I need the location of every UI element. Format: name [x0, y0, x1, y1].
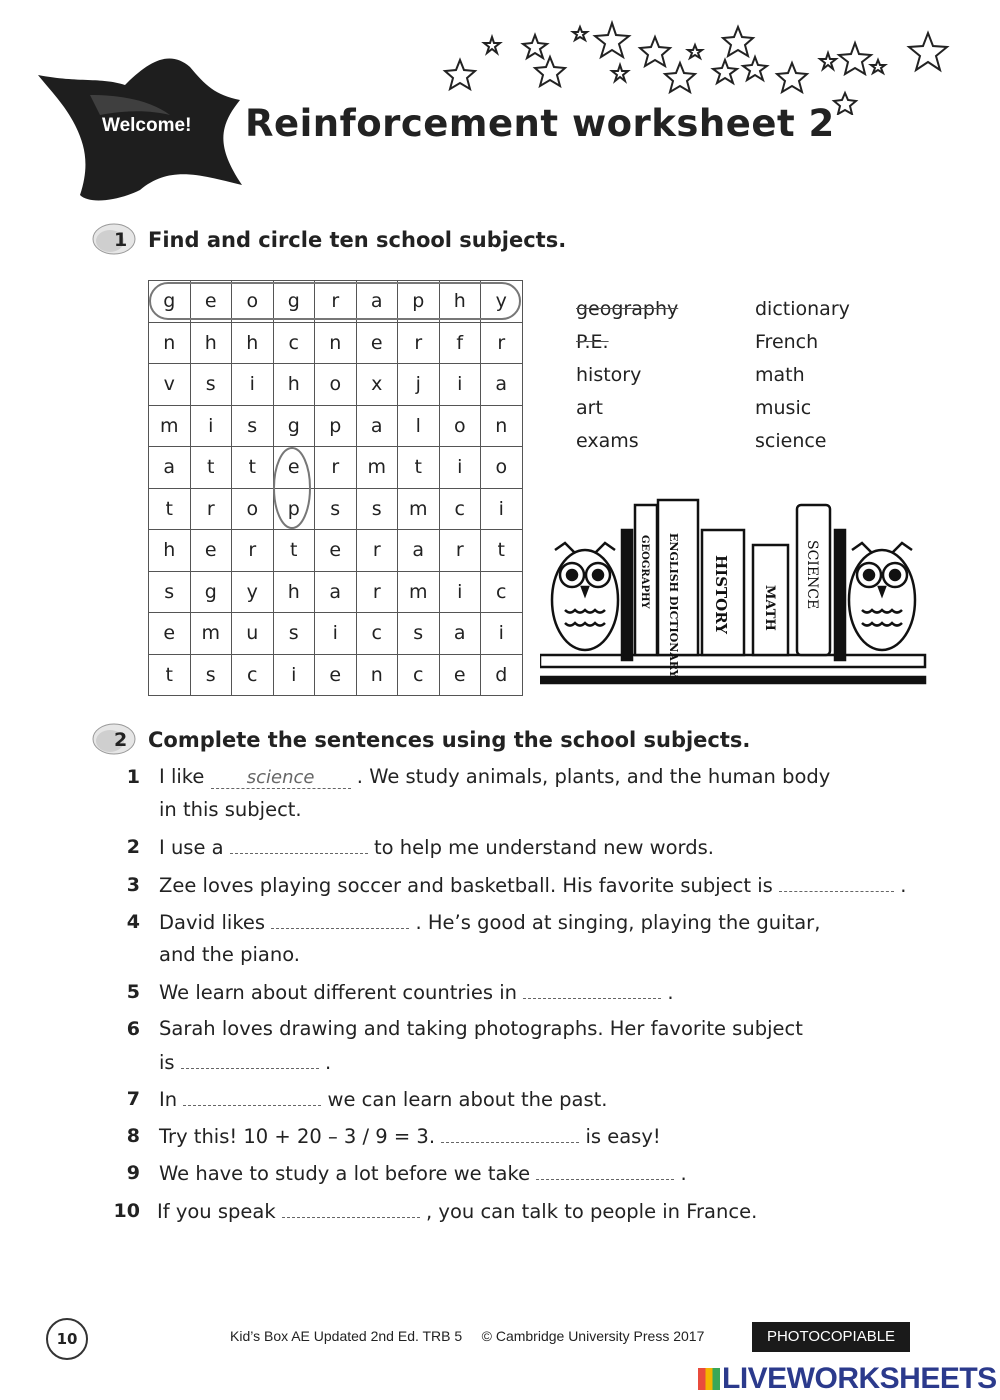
- book-label-history: HISTORY: [712, 555, 730, 634]
- sentence-8: [159, 1124, 661, 1148]
- grid-cell[interactable]: s: [232, 405, 274, 447]
- grid-cell[interactable]: n: [356, 654, 398, 696]
- grid-cell[interactable]: h: [273, 364, 315, 406]
- sentence-9-part-b: .: [680, 1162, 687, 1185]
- grid-cell[interactable]: s: [190, 364, 232, 406]
- sentence-3-part-b: .: [900, 874, 907, 897]
- grid-cell[interactable]: i: [315, 613, 357, 655]
- sentence-2-part-b: to help me understand new words.: [374, 836, 714, 859]
- word-history: history: [576, 364, 642, 386]
- sentence-3-answer-field[interactable]: [779, 873, 894, 892]
- grid-cell[interactable]: m: [398, 488, 440, 530]
- grid-cell[interactable]: m: [356, 447, 398, 489]
- sentence-9-answer-field[interactable]: [536, 1161, 674, 1180]
- sentence-10-part-a: If you speak: [157, 1200, 276, 1223]
- grid-cell[interactable]: t: [232, 447, 274, 489]
- grid-cell[interactable]: s: [149, 571, 191, 613]
- sentence-3-part-a: Zee loves playing soccer and basketball. His favorite subject is: [159, 874, 773, 897]
- grid-cell[interactable]: e: [315, 530, 357, 572]
- owl-right-icon: [849, 543, 915, 650]
- word-science: science: [755, 430, 827, 452]
- word-art: art: [576, 397, 603, 419]
- grid-row: [149, 530, 523, 572]
- grid-cell[interactable]: g: [149, 281, 191, 323]
- grid-cell[interactable]: d: [481, 654, 523, 696]
- grid-cell[interactable]: t: [190, 447, 232, 489]
- page-title: Reinforcement worksheet 2: [245, 102, 835, 145]
- word-dictionary: dictionary: [755, 298, 850, 320]
- sentence-5-number: 5: [126, 981, 140, 1003]
- grid-cell[interactable]: c: [273, 322, 315, 364]
- sentence-7-part-b: we can learn about the past.: [327, 1088, 608, 1111]
- sentence-4-part-b: . He’s good at singing, playing the guitar,: [415, 911, 821, 934]
- book-label-math: MATH: [762, 585, 777, 631]
- sentence-2-part-a: I use a: [159, 836, 224, 859]
- grid-cell[interactable]: h: [273, 571, 315, 613]
- page-number: 10: [46, 1318, 88, 1360]
- sentence-8-number: 8: [126, 1125, 140, 1147]
- grid-cell[interactable]: t: [398, 447, 440, 489]
- sentence-5: [159, 980, 674, 1004]
- grid-cell[interactable]: s: [190, 654, 232, 696]
- grid-cell[interactable]: o: [232, 488, 274, 530]
- word-geography: geography: [576, 298, 679, 320]
- sentence-1-part-b: . We study animals, plants, and the human body: [356, 765, 831, 788]
- grid-cell[interactable]: i: [439, 571, 481, 613]
- grid-cell[interactable]: t: [149, 654, 191, 696]
- grid-cell[interactable]: i: [439, 364, 481, 406]
- grid-cell[interactable]: i: [273, 654, 315, 696]
- grid-cell[interactable]: i: [439, 447, 481, 489]
- grid-cell[interactable]: r: [315, 447, 357, 489]
- grid-cell[interactable]: c: [398, 654, 440, 696]
- sentence-4-part-a: David likes: [159, 911, 266, 934]
- grid-cell[interactable]: s: [315, 488, 357, 530]
- sentence-5-part-a: We learn about different countries in: [159, 981, 517, 1004]
- sentence-6: [159, 1050, 331, 1074]
- grid-cell[interactable]: g: [190, 571, 232, 613]
- sentence-10-part-b: , you can talk to people in France.: [426, 1200, 758, 1223]
- grid-cell[interactable]: m: [190, 613, 232, 655]
- grid-cell[interactable]: m: [149, 405, 191, 447]
- grid-cell[interactable]: p: [398, 281, 440, 323]
- word-list-col1: [576, 298, 678, 463]
- bookshelf-owls-illustration: [540, 495, 930, 695]
- footer-credit: Kid’s Box AE Updated 2nd Ed. TRB 5 © Cambridge University Press 2017: [230, 1328, 705, 1344]
- grid-cell[interactable]: c: [439, 488, 481, 530]
- word-music: music: [755, 397, 812, 419]
- grid-cell[interactable]: t: [149, 488, 191, 530]
- grid-cell[interactable]: a: [481, 364, 523, 406]
- section-2-badge: [88, 722, 136, 756]
- sentence-1-answer-field[interactable]: science: [211, 767, 351, 789]
- grid-cell[interactable]: e: [190, 530, 232, 572]
- grid-row: [149, 447, 523, 489]
- grid-cell[interactable]: r: [481, 322, 523, 364]
- grid-cell[interactable]: j: [398, 364, 440, 406]
- grid-cell[interactable]: l: [398, 405, 440, 447]
- grid-cell[interactable]: c: [232, 654, 274, 696]
- grid-cell[interactable]: e: [439, 654, 481, 696]
- grid-cell[interactable]: r: [356, 571, 398, 613]
- section-1-badge: [88, 222, 136, 256]
- sentence-4-number: 4: [126, 911, 140, 933]
- grid-cell[interactable]: h: [190, 322, 232, 364]
- sentence-5-part-b: .: [667, 981, 674, 1004]
- grid-cell[interactable]: r: [232, 530, 274, 572]
- grid-cell[interactable]: r: [190, 488, 232, 530]
- sentence-6-answer-field[interactable]: [181, 1050, 319, 1069]
- grid-cell[interactable]: a: [356, 281, 398, 323]
- grid-cell[interactable]: a: [149, 447, 191, 489]
- book-label-science: SCIENCE: [804, 540, 820, 610]
- grid-cell[interactable]: t: [273, 530, 315, 572]
- sentence-7: [159, 1087, 608, 1111]
- sentence-4-part-c: and the piano.: [159, 943, 300, 966]
- sentence-1: [159, 765, 830, 789]
- grid-cell[interactable]: o: [481, 447, 523, 489]
- grid-cell[interactable]: n: [315, 322, 357, 364]
- grid-cell[interactable]: i: [232, 364, 274, 406]
- grid-cell[interactable]: p: [315, 405, 357, 447]
- sentence-8-part-b: is easy!: [585, 1125, 661, 1148]
- grid-cell[interactable]: f: [439, 322, 481, 364]
- photocopiable-badge: PHOTOCOPIABLE: [752, 1322, 910, 1352]
- liveworksheets-icon: [698, 1368, 720, 1390]
- sentence-10: [157, 1199, 757, 1223]
- stars-decoration: [440, 15, 960, 115]
- word-exams: exams: [576, 430, 639, 452]
- sentence-1-part-c: in this subject.: [159, 798, 302, 821]
- book-label-dictionary: ENGLISH DICTIONARY: [667, 533, 680, 678]
- sentence-6-number: 6: [126, 1018, 140, 1040]
- grid-cell[interactable]: m: [398, 571, 440, 613]
- grid-row: [149, 488, 523, 530]
- grid-cell[interactable]: o: [315, 364, 357, 406]
- grid-cell[interactable]: r: [398, 322, 440, 364]
- sentence-6-part-a: Sarah loves drawing and taking photographs. Her favorite subject: [159, 1017, 803, 1040]
- grid-cell[interactable]: e: [273, 447, 315, 489]
- sentence-3-number: 3: [126, 874, 140, 896]
- sentence-10-answer-field[interactable]: [282, 1199, 420, 1218]
- grid-cell[interactable]: g: [273, 281, 315, 323]
- grid-cell[interactable]: s: [398, 613, 440, 655]
- grid-cell[interactable]: a: [439, 613, 481, 655]
- section-2-number: 2: [114, 729, 128, 751]
- sentence-8-part-a: Try this! 10 + 20 – 3 / 9 = 3.: [159, 1125, 436, 1148]
- grid-cell[interactable]: r: [439, 530, 481, 572]
- grid-cell[interactable]: i: [190, 405, 232, 447]
- grid-cell[interactable]: a: [398, 530, 440, 572]
- grid-cell[interactable]: a: [315, 571, 357, 613]
- sentence-1-number: 1: [126, 766, 140, 788]
- grid-row: [149, 405, 523, 447]
- grid-cell[interactable]: x: [356, 364, 398, 406]
- grid-row: [149, 613, 523, 655]
- grid-row: [149, 322, 523, 364]
- sentence-4: [159, 910, 820, 934]
- grid-cell[interactable]: c: [356, 613, 398, 655]
- grid-cell[interactable]: e: [149, 613, 191, 655]
- word-french: French: [755, 331, 819, 353]
- grid-cell[interactable]: i: [481, 488, 523, 530]
- grid-cell[interactable]: v: [149, 364, 191, 406]
- grid-cell[interactable]: e: [315, 654, 357, 696]
- grid-cell[interactable]: r: [356, 530, 398, 572]
- grid-row: [149, 654, 523, 696]
- sentence-2: [159, 835, 714, 859]
- grid-cell[interactable]: o: [232, 281, 274, 323]
- grid-cell[interactable]: u: [232, 613, 274, 655]
- sentence-8-answer-field[interactable]: [441, 1124, 579, 1143]
- sentence-9-number: 9: [126, 1162, 140, 1184]
- section-1-instruction: Find and circle ten school subjects.: [148, 228, 567, 252]
- section-2-instruction: Complete the sentences using the school subjects.: [148, 728, 751, 752]
- grid-cell[interactable]: i: [481, 613, 523, 655]
- grid-cell[interactable]: s: [356, 488, 398, 530]
- grid-cell[interactable]: n: [481, 405, 523, 447]
- grid-cell[interactable]: p: [273, 488, 315, 530]
- owl-left-icon: [552, 543, 618, 650]
- grid-cell[interactable]: r: [315, 281, 357, 323]
- grid-cell[interactable]: t: [481, 530, 523, 572]
- word-list-col2: [755, 298, 850, 463]
- sentence-10-number: 10: [113, 1200, 140, 1222]
- sentence-7-number: 7: [126, 1088, 140, 1110]
- sentence-7-part-a: In: [159, 1088, 178, 1111]
- sentence-5-answer-field[interactable]: [523, 980, 661, 999]
- sentence-7-answer-field[interactable]: [183, 1087, 321, 1106]
- grid-row: [149, 571, 523, 613]
- book-label-geography: GEOGRAPHY: [639, 535, 650, 609]
- grid-cell[interactable]: h: [232, 322, 274, 364]
- sentence-9-part-a: We have to study a lot before we take: [159, 1162, 531, 1185]
- grid-cell[interactable]: e: [190, 281, 232, 323]
- grid-cell[interactable]: h: [439, 281, 481, 323]
- grid-cell[interactable]: y: [481, 281, 523, 323]
- sentence-4-answer-field[interactable]: [271, 910, 409, 929]
- grid-row: [149, 281, 523, 323]
- word-math: math: [755, 364, 805, 386]
- liveworksheets-brand: LIVEWORKSHEETS: [722, 1362, 997, 1395]
- word-pe: P.E.: [576, 331, 609, 353]
- liveworksheets-logo: [698, 1362, 997, 1396]
- sentence-3: [159, 873, 906, 897]
- grid-cell[interactable]: n: [149, 322, 191, 364]
- section-1-number: 1: [114, 229, 128, 251]
- grid-cell[interactable]: g: [273, 405, 315, 447]
- sentence-6-part-c: .: [324, 1051, 332, 1074]
- grid-cell[interactable]: y: [232, 571, 274, 613]
- sentence-1-part-a: I like: [159, 765, 205, 788]
- sentence-6-part-b: is: [159, 1051, 175, 1074]
- sentence-9: [159, 1161, 687, 1185]
- grid-cell[interactable]: h: [149, 530, 191, 572]
- grid-cell[interactable]: c: [481, 571, 523, 613]
- grid-cell[interactable]: o: [439, 405, 481, 447]
- grid-cell[interactable]: s: [273, 613, 315, 655]
- sentence-2-answer-field[interactable]: [230, 835, 368, 854]
- grid-cell[interactable]: e: [356, 322, 398, 364]
- grid-cell[interactable]: a: [356, 405, 398, 447]
- grid-row: [149, 364, 523, 406]
- word-search-grid[interactable]: [148, 280, 523, 696]
- welcome-label: Welcome!: [102, 115, 192, 136]
- sentence-2-number: 2: [126, 836, 140, 858]
